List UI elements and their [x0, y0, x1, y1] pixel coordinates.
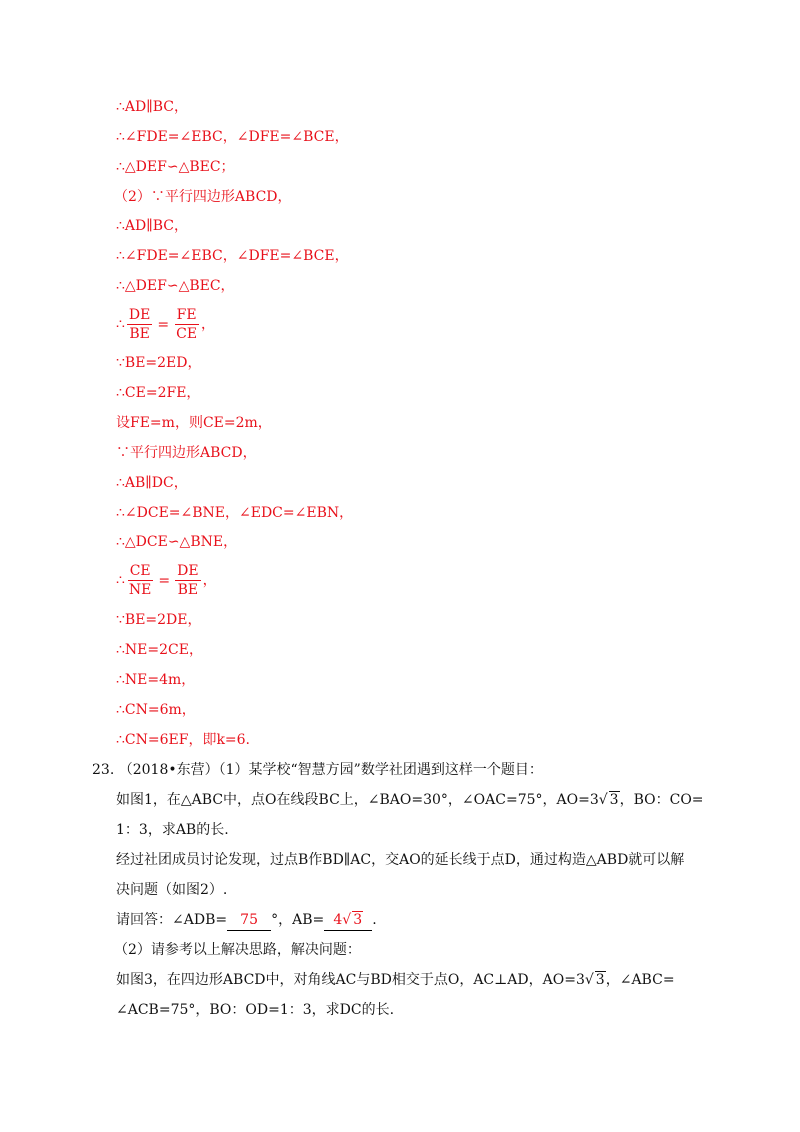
answer-mid: °，AB= [271, 912, 325, 928]
comma: ， [201, 316, 216, 333]
problem-source: （2018•东营）（1）某学校“智慧方园”数学社团遇到这样一个题目： [118, 762, 543, 778]
solution-line: ∴△DEF∽△BEC； [116, 159, 235, 175]
fraction [175, 562, 200, 599]
solution-line: ∴△DCE∽△BNE， [116, 534, 238, 550]
problem-text [116, 970, 675, 990]
solution-line: ∴CN=6m， [116, 702, 196, 718]
numerator: FE [176, 307, 197, 323]
radicand: 3 [353, 912, 363, 928]
answer-ab-coef: 4 [333, 912, 343, 928]
solution-line: ∴∠FDE=∠EBC，∠DFE=∠BCE， [116, 129, 349, 145]
sqrt: √ 3 [584, 972, 605, 988]
therefore-symbol: ∴ [116, 316, 125, 333]
fraction [127, 306, 152, 343]
problem-text: （2）请参考以上解决思路，解决问题： [114, 942, 361, 958]
answer-ab-value: 4√ 3 [333, 912, 363, 928]
solution-line: ∴CN=6EF，即k=6. [116, 732, 251, 748]
fraction-equation [116, 306, 215, 343]
problem-text-part: 如图1，在△ABC中，点O在线段BC上，∠BAO=30°，∠OAC=75°，AO=3 [116, 792, 599, 808]
problem-text-part: ，∠ABC= [605, 972, 675, 988]
answer-prefix: 请回答：∠ADB= [116, 912, 228, 928]
equals-sign: = [157, 316, 170, 333]
problem-text-part: ，BO：CO= [619, 792, 704, 808]
problem-text-part: 如图3，在四边形ABCD中，对角线AC与BD相交于点O，AC⊥AD，AO=3 [116, 972, 585, 988]
comma: ， [202, 572, 217, 589]
denominator: BE [129, 326, 150, 342]
solution-line: ∴NE=2CE， [116, 642, 203, 658]
problem-text: ∠ACB=75°，BO：OD=1：3，求DC的长. [116, 1002, 395, 1018]
answer-angle-value: 75 [240, 912, 258, 928]
fraction-equation [116, 562, 217, 599]
equals-sign: = [158, 572, 171, 589]
answer-blank-ab [324, 910, 372, 931]
solution-line: ∴∠DCE=∠BNE，∠EDC=∠EBN， [116, 505, 354, 521]
problem-text [116, 790, 704, 810]
problem-number: 23. [92, 762, 115, 778]
solution-line: ∴NE=4m， [116, 672, 196, 688]
solution-line: ∵BE=2ED， [116, 355, 202, 371]
radicand: 3 [595, 972, 605, 988]
therefore-symbol: ∴ [116, 572, 125, 589]
denominator: CE [176, 326, 198, 342]
solution-line: ∴∠FDE=∠EBC，∠DFE=∠BCE， [116, 248, 349, 264]
solution-line: ∵平行四边形ABCD， [116, 445, 257, 461]
radicand: 3 [609, 792, 619, 808]
solution-line: ∴AB∥DC， [116, 475, 188, 491]
solution-line: （2）∵平行四边形ABCD， [114, 189, 292, 205]
problem-text: 1：3，求AB的长. [116, 822, 229, 838]
denominator: NE [128, 582, 152, 598]
fraction [127, 562, 153, 599]
solution-line: ∴AD∥BC， [116, 99, 188, 115]
problem-text: 决问题（如图2）. [116, 882, 228, 898]
sqrt: √ 3 [598, 792, 619, 808]
answer-line [116, 910, 377, 931]
solution-line: ∵BE=2DE， [116, 612, 202, 628]
period: . [372, 912, 377, 928]
solution-line: ∴CE=2FE， [116, 385, 201, 401]
solution-line: ∴△DEF∽△BEC， [116, 278, 235, 294]
denominator: BE [177, 582, 199, 598]
solution-line: 设FE=m，则CE=2m， [116, 415, 272, 431]
answer-blank-angle [227, 910, 271, 931]
numerator: DE [128, 307, 151, 323]
solution-line: ∴AD∥BC， [116, 218, 188, 234]
problem-header [92, 760, 543, 780]
numerator: DE [177, 563, 199, 579]
fraction [174, 306, 199, 343]
numerator: CE [129, 563, 151, 579]
problem-text: 经过社团成员讨论发现，过点B作BD∥AC，交AO的延长线于点D，通过构造△ABD就可以解 [116, 852, 685, 868]
